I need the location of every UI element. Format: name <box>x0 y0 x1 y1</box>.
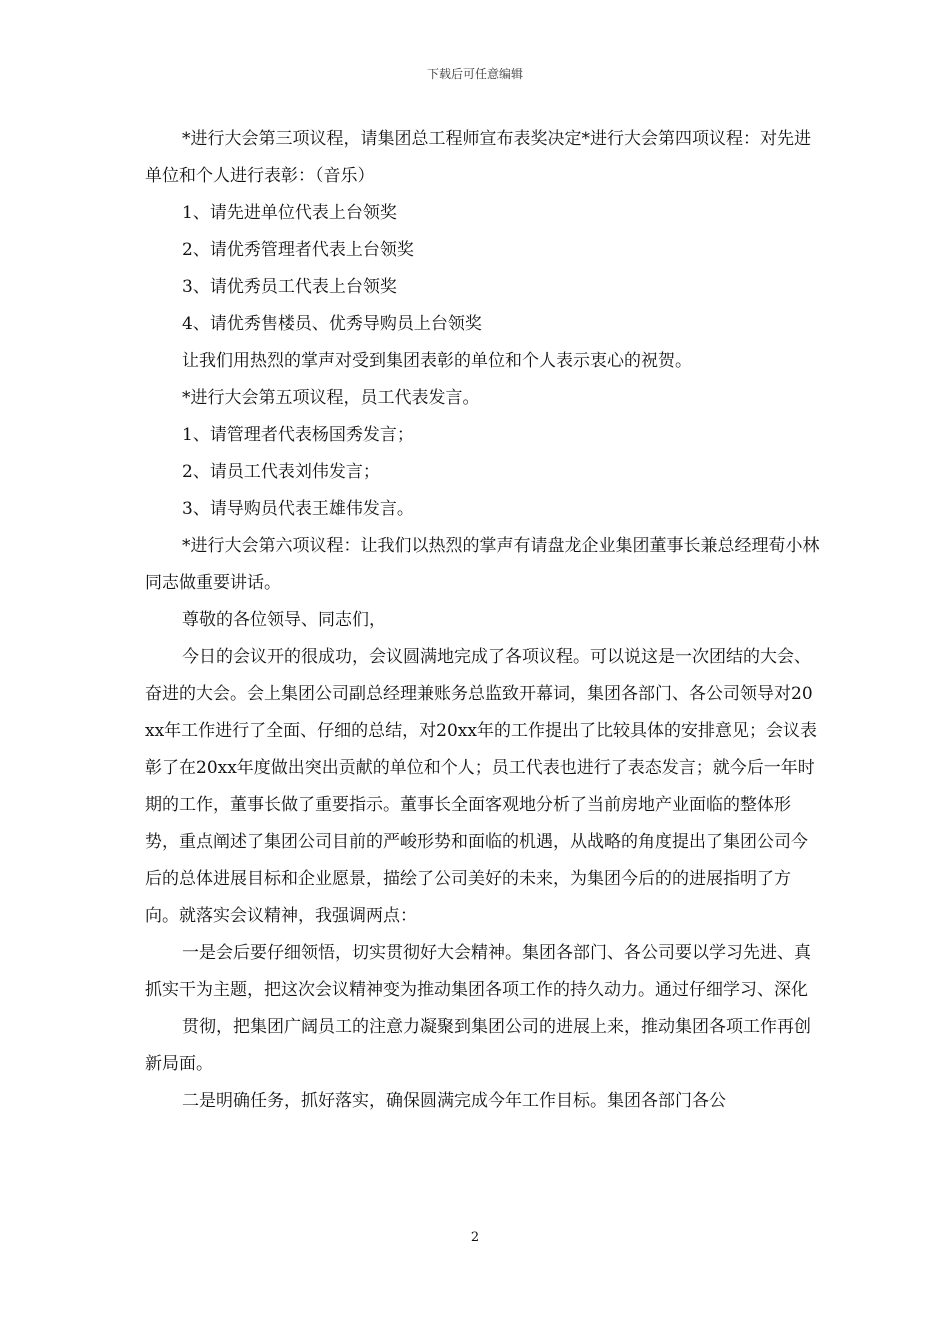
paragraph: *进行大会第六项议程：让我们以热烈的掌声有请盘龙企业集团董事长兼总经理荀小林同志做重要讲话。 <box>145 536 820 593</box>
paragraph: 3、请导购员代表王雄伟发言。 <box>182 499 414 519</box>
paragraph: 尊敬的各位领导、同志们， <box>182 610 386 630</box>
paragraph: 3、请优秀员工代表上台领奖 <box>182 277 397 297</box>
paragraph: 让我们用热烈的掌声对受到集团表彰的单位和个人表示衷心的祝贺。 <box>182 351 692 371</box>
paragraph: 2、请优秀管理者代表上台领奖 <box>182 240 414 260</box>
paragraph: 贯彻，把集团广阔员工的注意力凝聚到集团公司的进展上来，推动集团各项工作再创新局面。 <box>145 1017 811 1074</box>
page-header: 下载后可任意编辑 <box>426 67 523 81</box>
paragraph: 1、请先进单位代表上台领奖 <box>182 203 397 223</box>
paragraph: 二是明确任务，抓好落实，确保圆满完成今年工作目标。集团各部门各公 <box>182 1091 726 1111</box>
paragraph: 1、请管理者代表杨国秀发言； <box>182 425 414 445</box>
paragraph: *进行大会第三项议程，请集团总工程师宣布表奖决定*进行大会第四项议程：对先进单位和个人进行表彰：（音乐） <box>145 129 811 186</box>
paragraph: 一是会后要仔细领悟，切实贯彻好大会精神。集团各部门、各公司要以学习先进、真抓实干为主题，把这次会议精神变为推动集团各项工作的持久动力。通过仔细学习、深化 <box>145 943 811 1000</box>
paragraph: 2、请员工代表刘伟发言； <box>182 462 380 482</box>
paragraph: 4、请优秀售楼员、优秀导购员上台领奖 <box>182 314 482 334</box>
page-number: 2 <box>470 1230 480 1245</box>
document-body <box>145 121 820 1120</box>
paragraph: 今日的会议开的很成功，会议圆满地完成了各项议程。可以说这是一次团结的大会、奋进的大会。会上集团公司副总经理兼账务总监致开幕词，集团各部门、各公司领导对20xx年工作进行了全面、仔细的总结，对20xx年的工作提出了比较具体的安排意见；会议表彰了在20xx年度做出突出贡献的单位和个人；员工代表也进行了表态发言；就今后一年时期的工作，董事长做了重要指示。董事长全面客观地分析了当前房地产业面临的整体形势，重点阐述了集团公司目前的严峻形势和面临的机遇，从战略的角度提出了集团公司今后的总体进展目标和企业愿景，描绘了公司美好的未来，为集团今后的的进展指明了方向。就落实会议精神，我强调两点： <box>145 647 817 926</box>
paragraph: *进行大会第五项议程，员工代表发言。 <box>182 388 480 408</box>
